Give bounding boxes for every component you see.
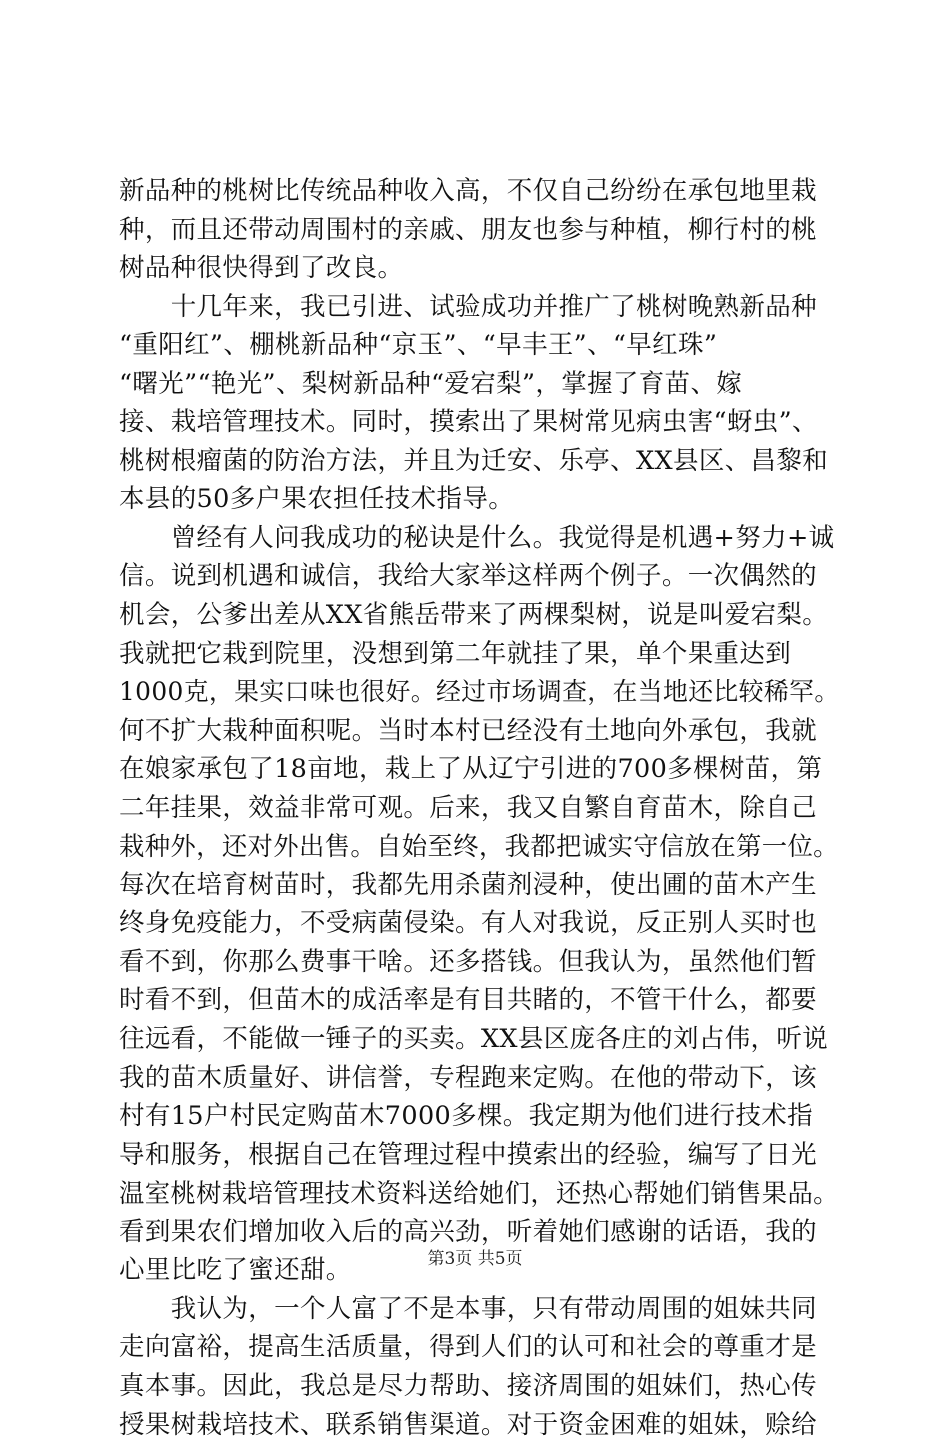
page-footer: 第3页 共5页	[0, 1248, 950, 1270]
text-line: 1000克，果实口味也很好。经过市场调查，在当地还比较稀罕。	[119, 673, 835, 712]
text-line: 十几年来，我已引进、试验成功并推广了桃树晚熟新品种	[119, 288, 835, 327]
text-line: 接、栽培管理技术。同时，摸索出了果树常见病虫害“蚜虫”、	[119, 403, 835, 442]
text-line: 桃树根瘤菌的防治方法，并且为迁安、乐亭、XX县区、昌黎和	[119, 442, 835, 481]
text-line: 我就把它栽到院里，没想到第二年就挂了果，单个果重达到	[119, 635, 835, 674]
text-line: 终身免疫能力，不受病菌侵染。有人对我说，反正别人买时也	[119, 904, 835, 943]
text-line: 看到果农们增加收入后的高兴劲，听着她们感谢的话语，我的	[119, 1213, 835, 1252]
text-line: 新品种的桃树比传统品种收入高，不仅自己纷纷在承包地里栽	[119, 172, 835, 211]
text-line: 村有15户村民定购苗木7000多棵。我定期为他们进行技术指	[119, 1097, 835, 1136]
text-line: 心里比吃了蜜还甜。	[119, 1251, 835, 1290]
text-line: 真本事。因此，我总是尽力帮助、接济周围的姐妹们，热心传	[119, 1367, 835, 1406]
text-line: 温室桃树栽培管理技术资料送给她们，还热心帮她们销售果品。	[119, 1174, 835, 1213]
text-line: 在娘家承包了18亩地，栽上了从辽宁引进的700多棵树苗，第	[119, 750, 835, 789]
text-line: 授果树栽培技术、联系销售渠道。对于资金困难的姐妹，赊给	[119, 1406, 835, 1444]
text-line: 栽种外，还对外出售。自始至终，我都把诚实守信放在第一位。	[119, 827, 835, 866]
text-line: 每次在培育树苗时，我都先用杀菌剂浸种，使出圃的苗木产生	[119, 866, 835, 905]
text-line: 何不扩大栽种面积呢。当时本村已经没有土地向外承包，我就	[119, 712, 835, 751]
text-line: 导和服务，根据自己在管理过程中摸索出的经验，编写了日光	[119, 1136, 835, 1175]
text-line: 我认为，一个人富了不是本事，只有带动周围的姐妹共同	[119, 1290, 835, 1329]
text-line: 看不到，你那么费事干啥。还多搭钱。但我认为，虽然他们暂	[119, 943, 835, 982]
text-line: 树品种很快得到了改良。	[119, 249, 835, 288]
text-line: 本县的50多户果农担任技术指导。	[119, 480, 835, 519]
text-line: 走向富裕，提高生活质量，得到人们的认可和社会的尊重才是	[119, 1328, 835, 1367]
text-line: 种，而且还带动周围村的亲戚、朋友也参与种植，柳行村的桃	[119, 211, 835, 250]
text-line: 往远看，不能做一锤子的买卖。XX县区庞各庄的刘占伟，听说	[119, 1020, 835, 1059]
text-line: 二年挂果，效益非常可观。后来，我又自繁自育苗木，除自己	[119, 789, 835, 828]
text-line: 机会，公爹出差从XX省熊岳带来了两棵梨树，说是叫爱宕梨。	[119, 596, 835, 635]
text-line: 时看不到，但苗木的成活率是有目共睹的，不管干什么，都要	[119, 981, 835, 1020]
text-line: 信。说到机遇和诚信，我给大家举这样两个例子。一次偶然的	[119, 557, 835, 596]
text-line: “曙光”“艳光”、梨树新品种“爱宕梨”，掌握了育苗、嫁	[119, 365, 835, 404]
text-line: 我的苗木质量好、讲信誉，专程跑来定购。在他的带动下，该	[119, 1059, 835, 1098]
text-line: 曾经有人问我成功的秘诀是什么。我觉得是机遇+努力+诚	[119, 519, 835, 558]
text-line: “重阳红”、棚桃新品种“京玉”、“早丰王”、“早红珠”	[119, 326, 835, 365]
